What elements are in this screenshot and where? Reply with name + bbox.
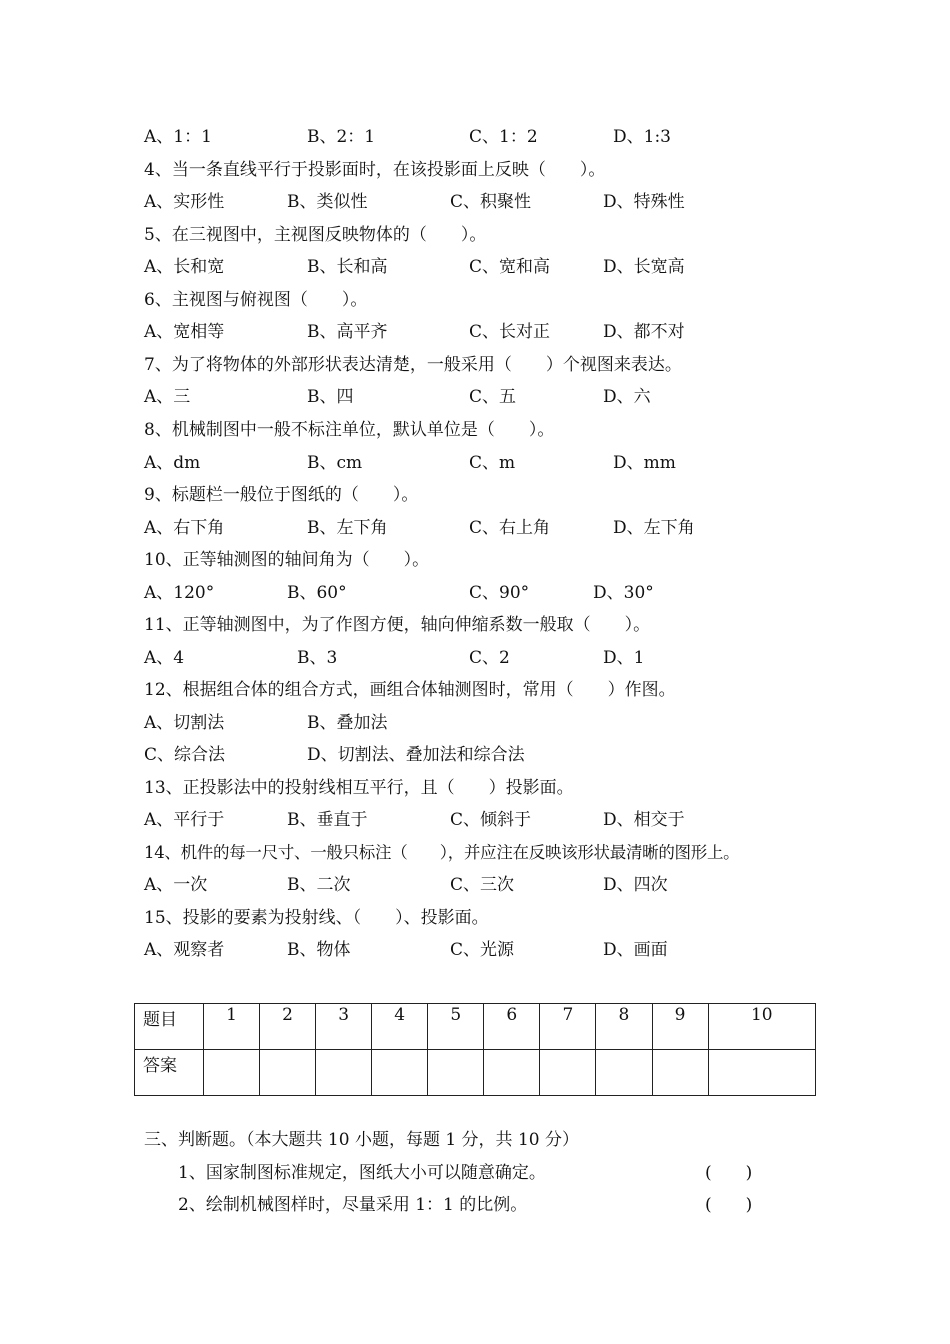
q14-option-c: C、三次 xyxy=(450,875,515,895)
question-6-stem: 6、主视图与俯视图（ ）。 xyxy=(144,290,368,310)
q5-option-c: C、宽和高 xyxy=(469,257,551,277)
q12-option-c: C、综合法 xyxy=(144,745,226,765)
q8-option-c: C、m xyxy=(469,453,516,473)
q9-option-c: C、右上角 xyxy=(469,518,551,538)
section-3-title: 三、判断题。（本大题共 10 小题，每题 1 分，共 10 分） xyxy=(144,1130,580,1150)
q5-option-a: A、长和宽 xyxy=(144,257,225,277)
answer-table-number: 4 xyxy=(372,1004,428,1050)
q7-option-d: D、六 xyxy=(603,387,651,407)
q10-option-c: C、90° xyxy=(469,583,530,603)
q4-option-b: B、类似性 xyxy=(287,192,368,212)
answer-table-number: 3 xyxy=(316,1004,372,1050)
question-5-stem: 5、在三视图中，主视图反映物体的（ ）。 xyxy=(144,225,487,245)
answer-cell[interactable] xyxy=(540,1050,596,1096)
q13-option-c: C、倾斜于 xyxy=(450,810,532,830)
q10-option-b: B、60° xyxy=(287,583,347,603)
question-10-stem: 10、正等轴测图的轴间角为（ ）。 xyxy=(144,550,430,570)
answer-cell[interactable] xyxy=(316,1050,372,1096)
q3-option-a: A、1：1 xyxy=(144,127,212,147)
question-11-stem: 11、正等轴测图中，为了作图方便，轴向伸缩系数一般取（ ）。 xyxy=(144,615,651,635)
question-14-stem: 14、机件的每一尺寸、一般只标注（ ），并应注在反映该形状最清晰的图形上。 xyxy=(144,843,740,862)
q11-option-a: A、4 xyxy=(144,648,185,668)
answer-table xyxy=(134,1003,816,1096)
answer-cell[interactable] xyxy=(204,1050,260,1096)
answer-table-header-answer: 答案 xyxy=(135,1050,204,1096)
answer-table-number: 2 xyxy=(260,1004,316,1050)
q9-option-b: B、左下角 xyxy=(307,518,388,538)
q11-option-c: C、2 xyxy=(469,648,510,668)
q12-option-d: D、切割法、叠加法和综合法 xyxy=(307,745,525,765)
question-13-stem: 13、正投影法中的投射线相互平行，且（ ）投影面。 xyxy=(144,778,574,798)
judge-item-2-text: 2、绘制机械图样时，尽量采用 1：1 的比例。 xyxy=(178,1195,528,1215)
q15-option-b: B、物体 xyxy=(287,940,351,960)
q4-option-c: C、积聚性 xyxy=(450,192,532,212)
answer-cell[interactable] xyxy=(484,1050,540,1096)
q15-option-a: A、观察者 xyxy=(144,940,225,960)
question-12-stem: 12、根据组合体的组合方式，画组合体轴测图时，常用（ ）作图。 xyxy=(144,680,676,700)
q13-option-a: A、平行于 xyxy=(144,810,225,830)
judge-item-1 xyxy=(178,1161,546,1185)
q12-option-b: B、叠加法 xyxy=(307,713,388,733)
answer-table-number: 7 xyxy=(540,1004,596,1050)
q10-option-a: A、120° xyxy=(144,583,215,603)
answer-table-number: 5 xyxy=(428,1004,484,1050)
judge-item-2-answer-slot[interactable]: ( ) xyxy=(705,1195,753,1215)
q13-option-b: B、垂直于 xyxy=(287,810,368,830)
q11-option-b: B、3 xyxy=(297,648,338,668)
q5-option-b: B、长和高 xyxy=(307,257,388,277)
q13-option-d: D、相交于 xyxy=(603,810,685,830)
q14-option-d: D、四次 xyxy=(603,875,668,895)
q6-option-c: C、长对正 xyxy=(469,322,551,342)
answer-cell[interactable] xyxy=(652,1050,708,1096)
q4-option-a: A、实形性 xyxy=(144,192,225,212)
answer-table-number: 9 xyxy=(652,1004,708,1050)
q9-option-a: A、右下角 xyxy=(144,518,225,538)
answer-cell[interactable] xyxy=(708,1050,815,1096)
q14-option-b: B、二次 xyxy=(287,875,351,895)
answer-cell[interactable] xyxy=(372,1050,428,1096)
answer-cell[interactable] xyxy=(260,1050,316,1096)
q3-option-b: B、2：1 xyxy=(307,127,376,147)
q3-option-d: D、1:3 xyxy=(613,127,671,147)
judge-item-2 xyxy=(178,1193,527,1217)
q10-option-d: D、30° xyxy=(593,583,654,603)
answer-table-header-question: 题目 xyxy=(135,1004,204,1050)
answer-cell[interactable] xyxy=(428,1050,484,1096)
q5-option-d: D、长宽高 xyxy=(603,257,685,277)
q15-option-d: D、画面 xyxy=(603,940,668,960)
question-9-stem: 9、标题栏一般位于图纸的（ ）。 xyxy=(144,485,419,505)
q7-option-c: C、五 xyxy=(469,387,517,407)
q6-option-a: A、宽相等 xyxy=(144,322,225,342)
q11-option-d: D、1 xyxy=(603,648,645,668)
question-8-stem: 8、机械制图中一般不标注单位，默认单位是（ ）。 xyxy=(144,420,555,440)
question-4-stem: 4、当一条直线平行于投影面时，在该投影面上反映（ ）。 xyxy=(144,160,606,180)
answer-table-number: 8 xyxy=(596,1004,652,1050)
question-7-stem: 7、为了将物体的外部形状表达清楚，一般采用（ ）个视图来表达。 xyxy=(144,355,682,375)
q4-option-d: D、特殊性 xyxy=(603,192,685,212)
q7-option-a: A、三 xyxy=(144,387,191,407)
q3-option-c: C、1：2 xyxy=(469,127,538,147)
answer-table-number: 10 xyxy=(708,1004,815,1050)
answer-cell[interactable] xyxy=(596,1050,652,1096)
q12-option-a: A、切割法 xyxy=(144,713,225,733)
q6-option-d: D、都不对 xyxy=(603,322,685,342)
answer-table-answer-row xyxy=(135,1050,816,1096)
q6-option-b: B、高平齐 xyxy=(307,322,388,342)
answer-table-number-row xyxy=(135,1004,816,1050)
q8-option-b: B、cm xyxy=(307,453,363,473)
judge-item-1-answer-slot[interactable]: ( ) xyxy=(705,1163,753,1183)
q7-option-b: B、四 xyxy=(307,387,354,407)
answer-table-number: 1 xyxy=(204,1004,260,1050)
answer-table-number: 6 xyxy=(484,1004,540,1050)
q9-option-d: D、左下角 xyxy=(613,518,695,538)
q8-option-a: A、dm xyxy=(144,453,201,473)
q14-option-a: A、一次 xyxy=(144,875,208,895)
q15-option-c: C、光源 xyxy=(450,940,515,960)
question-15-stem: 15、投影的要素为投射线、（ ）、投影面。 xyxy=(144,908,489,928)
q8-option-d: D、mm xyxy=(613,453,676,473)
judge-item-1-text: 1、国家制图标准规定，图纸大小可以随意确定。 xyxy=(178,1163,546,1183)
